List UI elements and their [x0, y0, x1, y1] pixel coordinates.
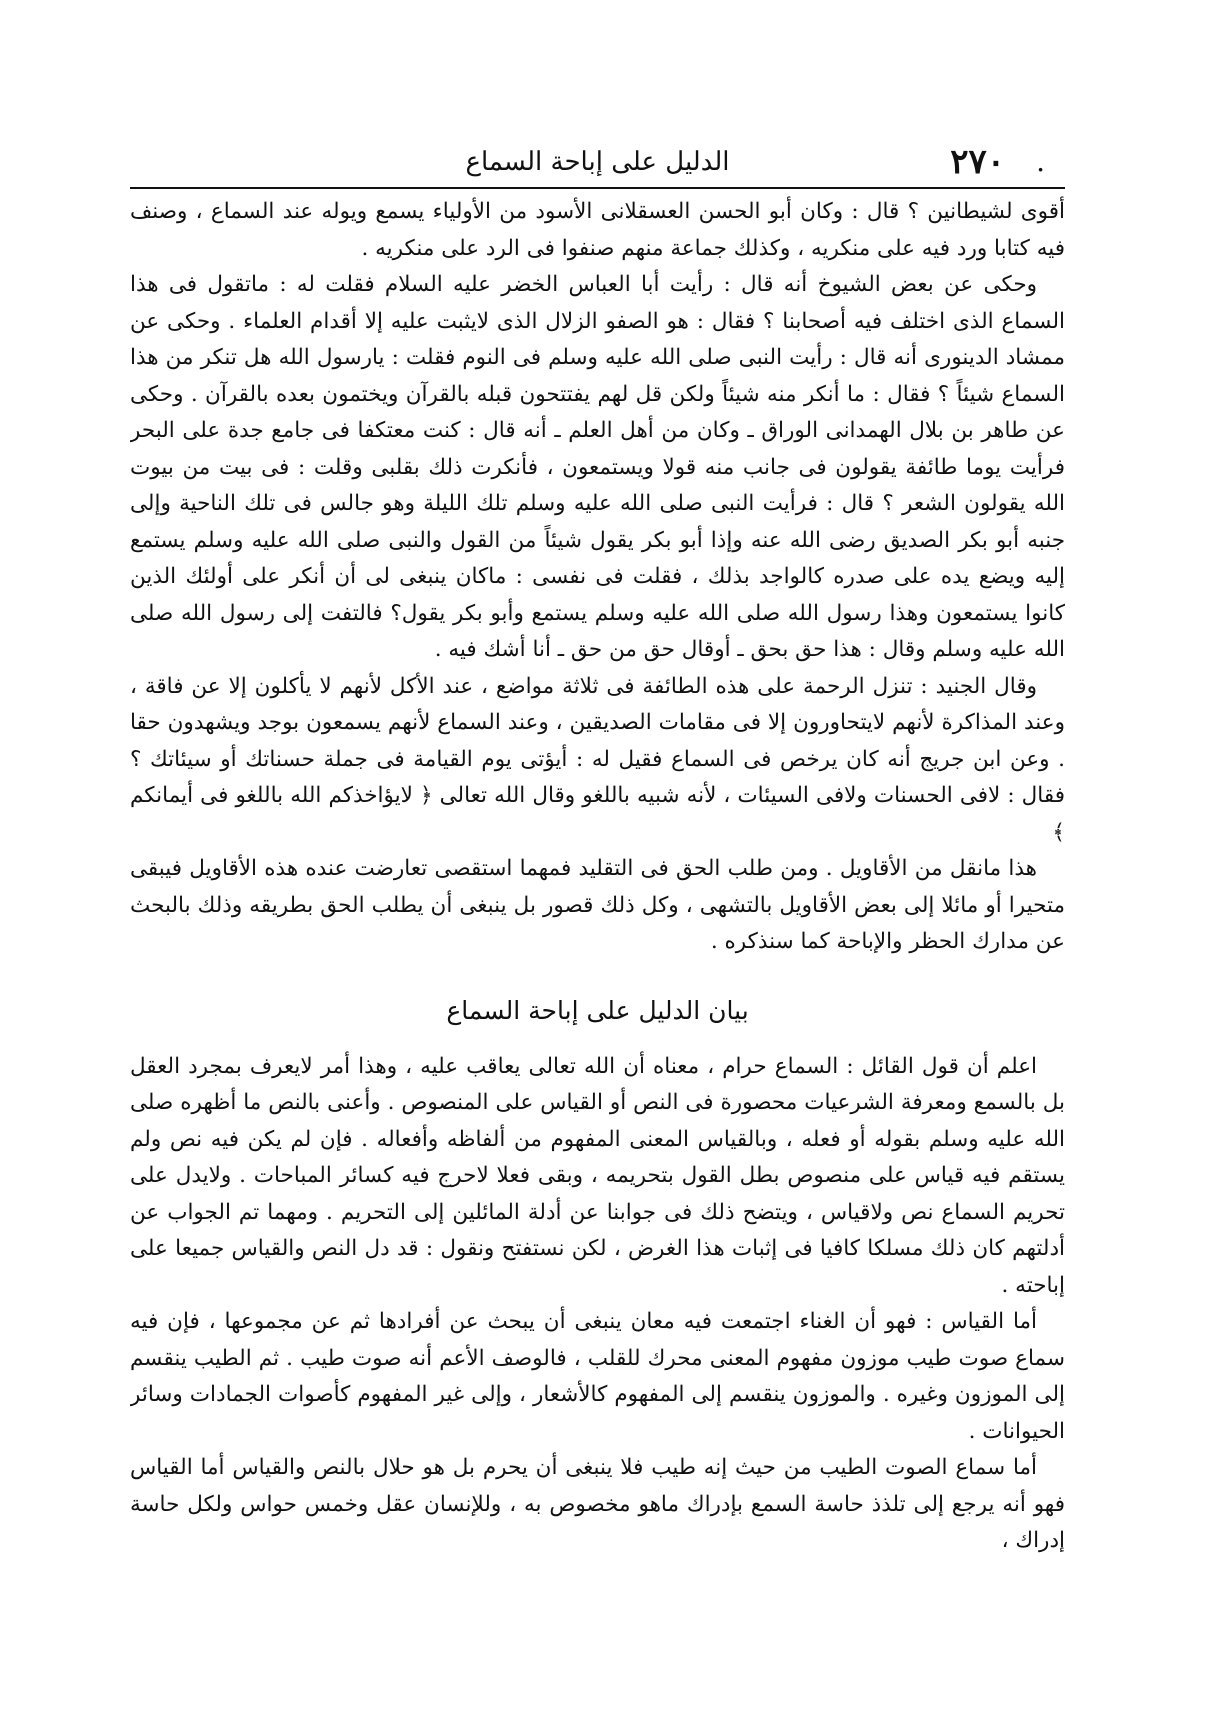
page-body	[130, 194, 1065, 1704]
paragraph: هذا مانقل من الأقاويل . ومن طلب الحق فى التقليد فمهما استقصى تعارضت عنده هذه الأقاويل فيبقى متحيرا أو مائلا إلى بعض الأقاويل بالتشهى ، وكل ذلك قصور بل ينبغى أن يطلب الحق بطريقه وذلك بالبحث عن مدارك الحظر والإباحة كما سنذكره .	[130, 856, 1065, 954]
header-rule	[130, 187, 1065, 189]
section-heading: بيان الدليل على إباحة السماع	[446, 995, 749, 1025]
paragraph: وقال الجنيد : تنزل الرحمة على هذه الطائفة فى ثلاثة مواضع ، عند الأكل لأنهم لا يأكلون إلا عن فاقة ، وعند المذاكرة لأنهم لايتحاورون إلا فى مقامات الصديقين ، وعند السماع لأنهم يسمعون بوجد ويشهدون حقا . وعن ابن جريج أنه كان يرخص فى السماع فقيل له : أيؤتى يوم القيامة فى جملة حسناتك أو سيئاتك ؟ فقال : لافى الحسنات ولافى السيئات ، لأنه شبيه باللغو وقال الله تعالى ﴿ لايؤاخذكم الله باللغو فى أيمانكم ﴾	[130, 673, 1065, 845]
running-title: الدليل على إباحة السماع	[465, 147, 730, 177]
paragraph: أما القياس : فهو أن الغناء اجتمعت فيه معان ينبغى أن يبحث عن أفرادها ثم عن مجموعها ، فإن فيه سماع صوت طيب موزون مفهوم المعنى محرك للقلب ، فالوصف الأعم أنه صوت طيب . ثم الطيب ينقسم إلى الموزون وغيره . والموزون ينقسم إلى المفهوم كالأشعار ، وإلى غير المفهوم كأصوات الجمادات وسائر الحيوانات .	[130, 1309, 1065, 1444]
paragraph: أما سماع الصوت الطيب من حيث إنه طيب فلا ينبغى أن يحرم بل هو حلال بالنص والقياس أما القياس فهو أنه يرجع إلى تلذذ حاسة السمع بإدراك ماهو مخصوص به ، وللإنسان عقل وخمس حواس ولكل حاسة إدراك ،	[130, 1455, 1065, 1553]
page-header	[130, 140, 1065, 184]
paragraph: وحكى عن بعض الشيوخ أنه قال : رأيت أبا العباس الخضر عليه السلام فقلت له : ماتقول فى هذا السماع الذى اختلف فيه أصحابنا ؟ فقال : هو الصفو الزلال الذى لايثبت عليه إلا أقدام العلماء . وحكى عن ممشاد الدينورى أنه قال : رأيت النبى صلى الله عليه وسلم فى النوم فقلت : يارسول الله هل تنكر من هذا السماع شيئاً ؟ فقال : ما أنكر منه شيئاً ولكن قل لهم يفتتحون قبله بالقرآن ويختمون بعده بالقرآن . وحكى عن طاهر بن بلال الهمدانى الوراق ـ وكان من أهل العلم ـ أنه قال : كنت معتكفا فى جامع جدة على البحر فرأيت يوما طائفة يقولون فى جانب منه قولا ويستمعون ، فأنكرت ذلك بقلبى وقلت : فى بيت من بيوت الله يقولون الشعر ؟ قال : فرأيت النبى صلى الله عليه وسلم تلك الليلة وهو جالس فى تلك الناحية وإلى جنبه أبو بكر الصديق رضى الله عنه وإذا أبو بكر يقول شيئاً من القول والنبى صلى الله عليه وسلم يستمع إليه ويضع يده على صدره كالواجد بذلك ، فقلت فى نفسى : ماكان ينبغى لى أن أنكر على أولئك الذين كانوا يستمعون وهذا رسول الله صلى الله عليه وسلم يستمع وأبو بكر يقول؟ فالتفت إلى رسول الله صلى الله عليه وسلم وقال : هذا حق بحق ـ أوقال حق من حق ـ أنا أشك فيه .	[130, 272, 1065, 662]
paragraph: اعلم أن قول القائل : السماع حرام ، معناه أن الله تعالى يعاقب عليه ، وهذا أمر لايعرف بمجرد العقل بل بالسمع ومعرفة الشرعيات محصورة فى النص أو القياس على المنصوص . وأعنى بالنص ما أظهره صلى الله عليه وسلم بقوله أو فعله ، وبالقياس المعنى المفهوم من ألفاظه وأفعاله . فإن لم يكن فيه نص ولم يستقم فيه قياس على منصوص بطل القول بتحريمه ، وبقى فعلا لاحرج فيه كسائر المباحات . ولايدل على تحريم السماع نص ولاقياس ، ويتضح ذلك فى جوابنا عن أدلة المائلين إلى التحريم . ومهما تم الجواب عن أدلتهم كان ذلك مسلكا كافيا فى إثبات هذا الغرض ، لكن نستفتح ونقول : قد دل النص والقياس جميعا على إباحته .	[130, 1053, 1065, 1298]
page-dot: .	[1036, 145, 1045, 178]
page-number: ٢٧٠	[950, 142, 1005, 182]
paragraph-continued: أقوى لشيطانين ؟ قال : وكان أبو الحسن العسقلانى الأسود من الأولياء يسمع ويوله عند السماع ، وصنف فيه كتابا ورد فيه على منكريه ، وكذلك جماعة منهم صنفوا فى الرد على منكريه .	[130, 199, 1065, 261]
